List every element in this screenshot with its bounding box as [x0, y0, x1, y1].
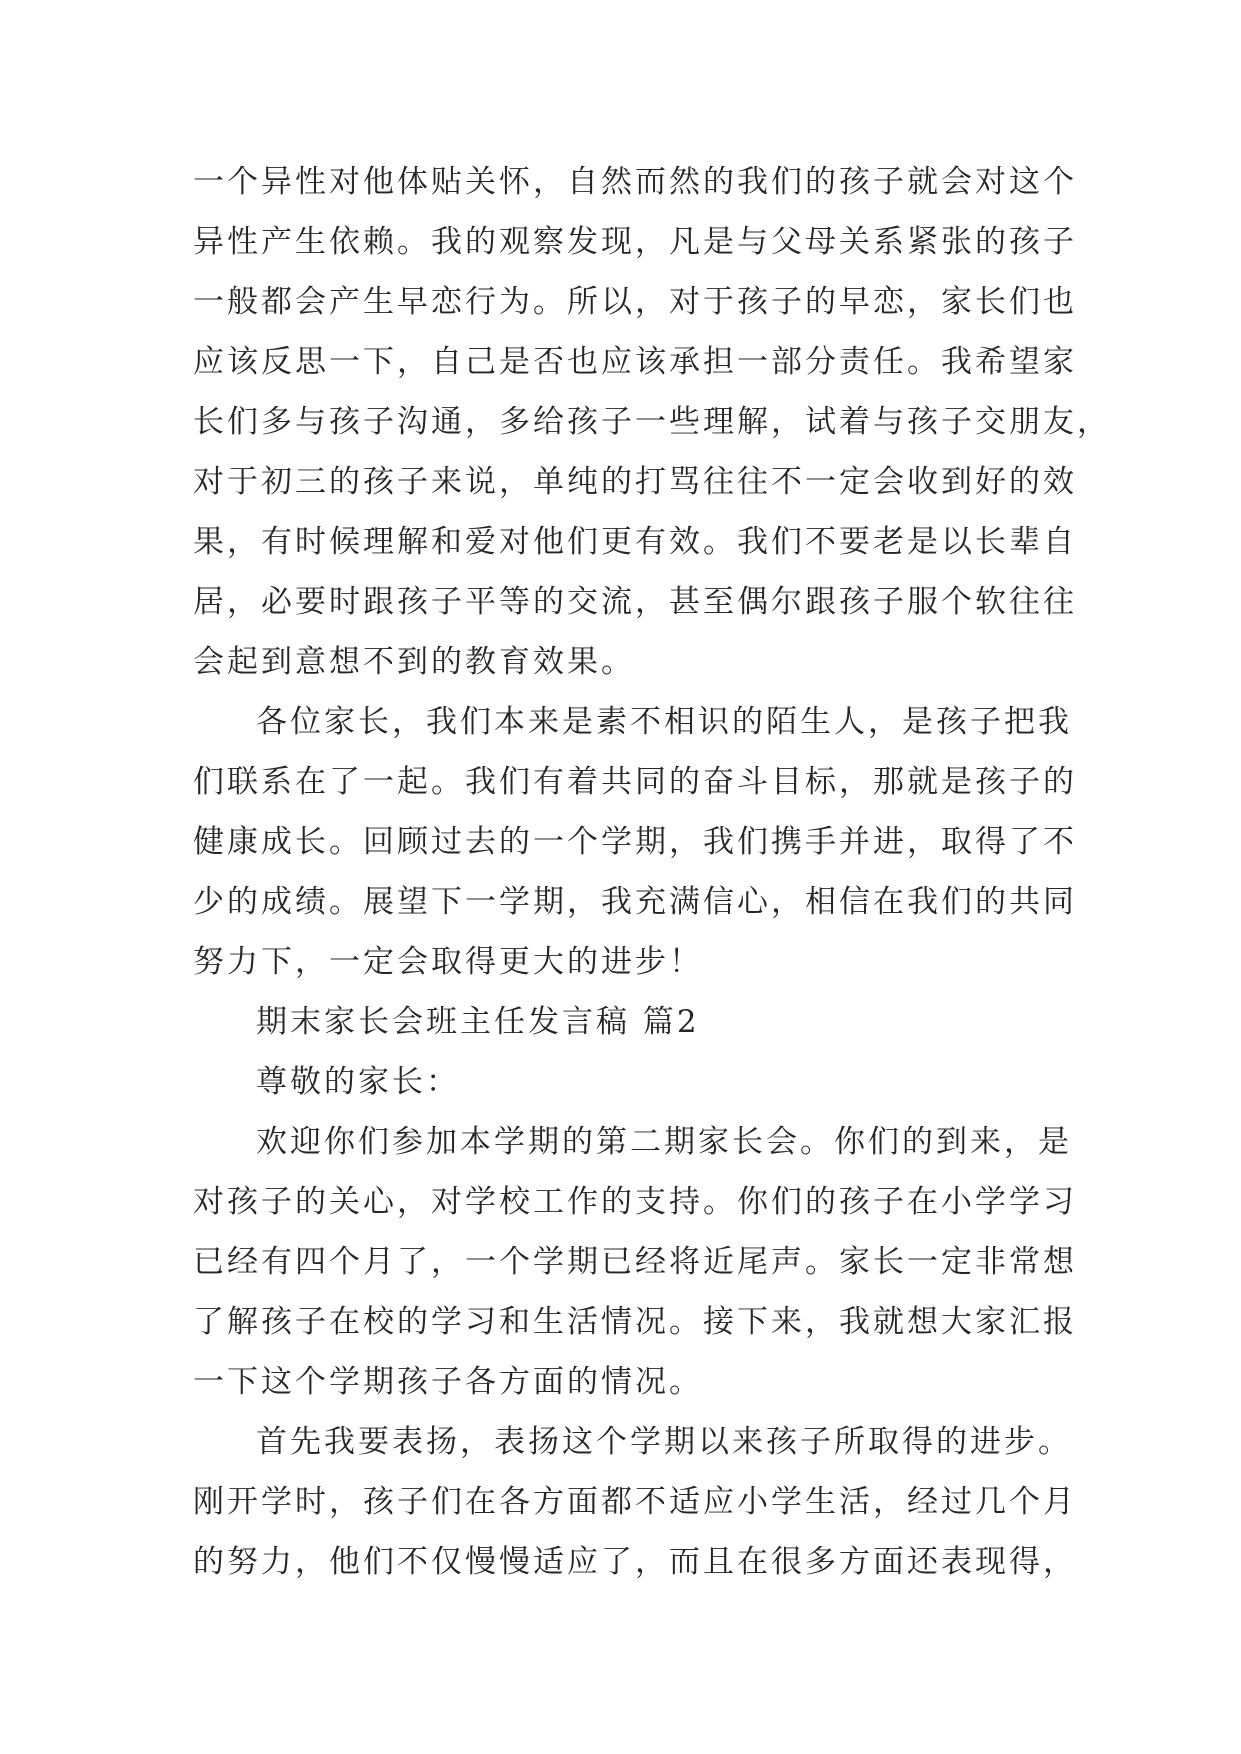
text-line: 一个异性对他体贴关怀，自然而然的我们的孩子就会对这个: [193, 164, 1077, 200]
text-line: 一般都会产生早恋行为。所以，对于孩子的早恋，家长们也: [193, 284, 1077, 320]
text-line: 长们多与孩子沟通，多给孩子一些理解，试着与孩子交朋友，: [193, 404, 1111, 440]
text-line: 了解孩子在校的学习和生活情况。接下来，我就想大家汇报: [193, 1304, 1077, 1340]
text-line: 的努力，他们不仅慢慢适应了，而且在很多方面还表现得，: [193, 1544, 1077, 1580]
paragraph-first-line: 各位家长，我们本来是素不相识的陌生人，是孩子把我: [256, 704, 1072, 740]
text-line: 努力下，一定会取得更大的进步！: [193, 944, 703, 980]
text-line: 已经有四个月了，一个学期已经将近尾声。家长一定非常想: [193, 1244, 1077, 1280]
text-line: 少的成绩。展望下一学期，我充满信心，相信在我们的共同: [193, 884, 1077, 920]
text-line: 会起到意想不到的教育效果。: [193, 644, 635, 680]
text-line: 果，有时候理解和爱对他们更有效。我们不要老是以长辈自: [193, 524, 1077, 560]
text-line: 们联系在了一起。我们有着共同的奋斗目标，那就是孩子的: [193, 764, 1077, 800]
paragraph-first-line: 首先我要表扬，表扬这个学期以来孩子所取得的进步。: [256, 1424, 1072, 1460]
paragraph-first-line: 欢迎你们参加本学期的第二期家长会。你们的到来，是: [256, 1124, 1072, 1160]
text-line: 对于初三的孩子来说，单纯的打骂往往不一定会收到好的效: [193, 464, 1077, 500]
text-line: 异性产生依赖。我的观察发现，凡是与父母关系紧张的孩子: [193, 224, 1077, 260]
text-line: 健康成长。回顾过去的一个学期，我们携手并进，取得了不: [193, 824, 1077, 860]
text-line: 刚开学时，孩子们在各方面都不适应小学生活，经过几个月: [193, 1484, 1077, 1520]
text-line: 应该反思一下，自己是否也应该承担一部分责任。我希望家: [193, 344, 1077, 380]
section-heading: 期末家长会班主任发言稿 篇2: [256, 1004, 700, 1040]
text-line: 居，必要时跟孩子平等的交流，甚至偶尔跟孩子服个软往往: [193, 584, 1077, 620]
salutation: 尊敬的家长：: [256, 1064, 460, 1100]
text-line: 一下这个学期孩子各方面的情况。: [193, 1364, 703, 1400]
text-line: 对孩子的关心，对学校工作的支持。你们的孩子在小学学习: [193, 1184, 1077, 1220]
